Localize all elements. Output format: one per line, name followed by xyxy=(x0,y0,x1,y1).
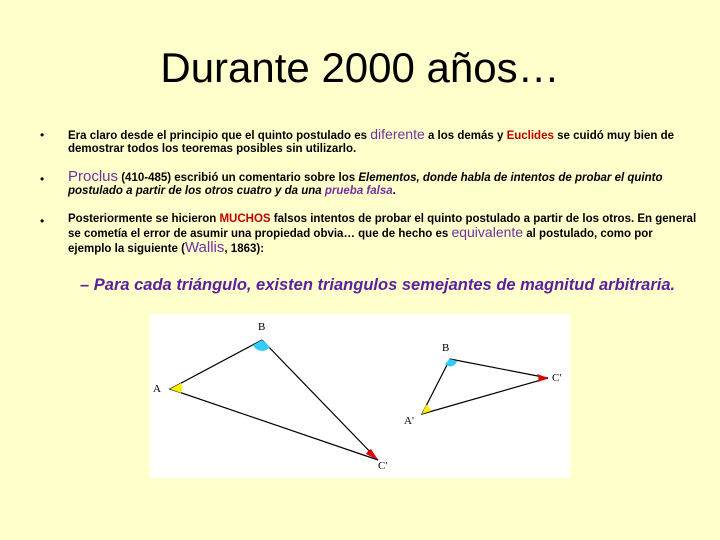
text: , 1863): xyxy=(224,243,265,255)
highlight-euclides: Euclides xyxy=(506,130,554,142)
highlight-equivalente: equivalente xyxy=(451,224,524,240)
bullet-item-2 xyxy=(68,170,698,198)
text: falsos intentos de probar el quinto postulado a partir de los otros. En general se cometía el error de asumir una propiedad obvia… que de hecho es xyxy=(68,213,697,240)
text: . xyxy=(392,185,396,197)
similar-triangles-figure xyxy=(150,314,570,478)
slide-title: Durante 2000 años… xyxy=(160,44,560,91)
text: se cuidó muy bien de demostrar todos los teoremas posibles sin utilizarlo. xyxy=(68,130,675,155)
angle-marker-c-small xyxy=(537,374,548,382)
large-triangle xyxy=(170,340,378,460)
text: Era claro desde el principio que el quinto postulado es xyxy=(68,130,371,142)
text: Posteriormente se hicieron xyxy=(68,213,220,225)
text: al postulado, como por ejemplo la siguiente ( xyxy=(68,228,653,255)
highlight-wallis: Wallis xyxy=(184,239,225,256)
bullet-dot: • xyxy=(40,128,45,142)
bullet-dot: • xyxy=(40,172,45,186)
highlight-muchos: MUCHOS xyxy=(219,213,271,225)
bullet-item-1 xyxy=(68,128,698,156)
text-italic: , donde habla de intentos de probar el quinto postulado a partir de los otros cuatro y da una xyxy=(68,172,663,197)
text: (410-485) escribió un comentario sobre los xyxy=(118,172,359,184)
highlight-prueba-falsa: prueba falsa xyxy=(324,185,393,197)
bullet-item-3 xyxy=(68,213,698,256)
small-triangle xyxy=(422,359,548,414)
label-a-small: A' xyxy=(404,415,414,427)
label-c-small: C' xyxy=(552,372,562,384)
label-b: B xyxy=(258,321,266,333)
angle-marker-b xyxy=(253,340,270,351)
label-a: A xyxy=(153,383,161,395)
highlight-diferente: diferente xyxy=(370,126,425,142)
triangles-svg xyxy=(150,314,570,478)
label-b-small: B xyxy=(442,342,450,354)
highlight-proclus: Proclus xyxy=(68,168,119,185)
text-italic: Elementos xyxy=(358,172,417,184)
sub-bullet-wallis: – Para cada triángulo, existen triangulos semejantes de magnitud arbitraria. xyxy=(80,276,676,294)
text: a los demás y xyxy=(424,130,507,142)
bullet-dot: • xyxy=(40,214,45,228)
label-c: C' xyxy=(378,460,388,472)
